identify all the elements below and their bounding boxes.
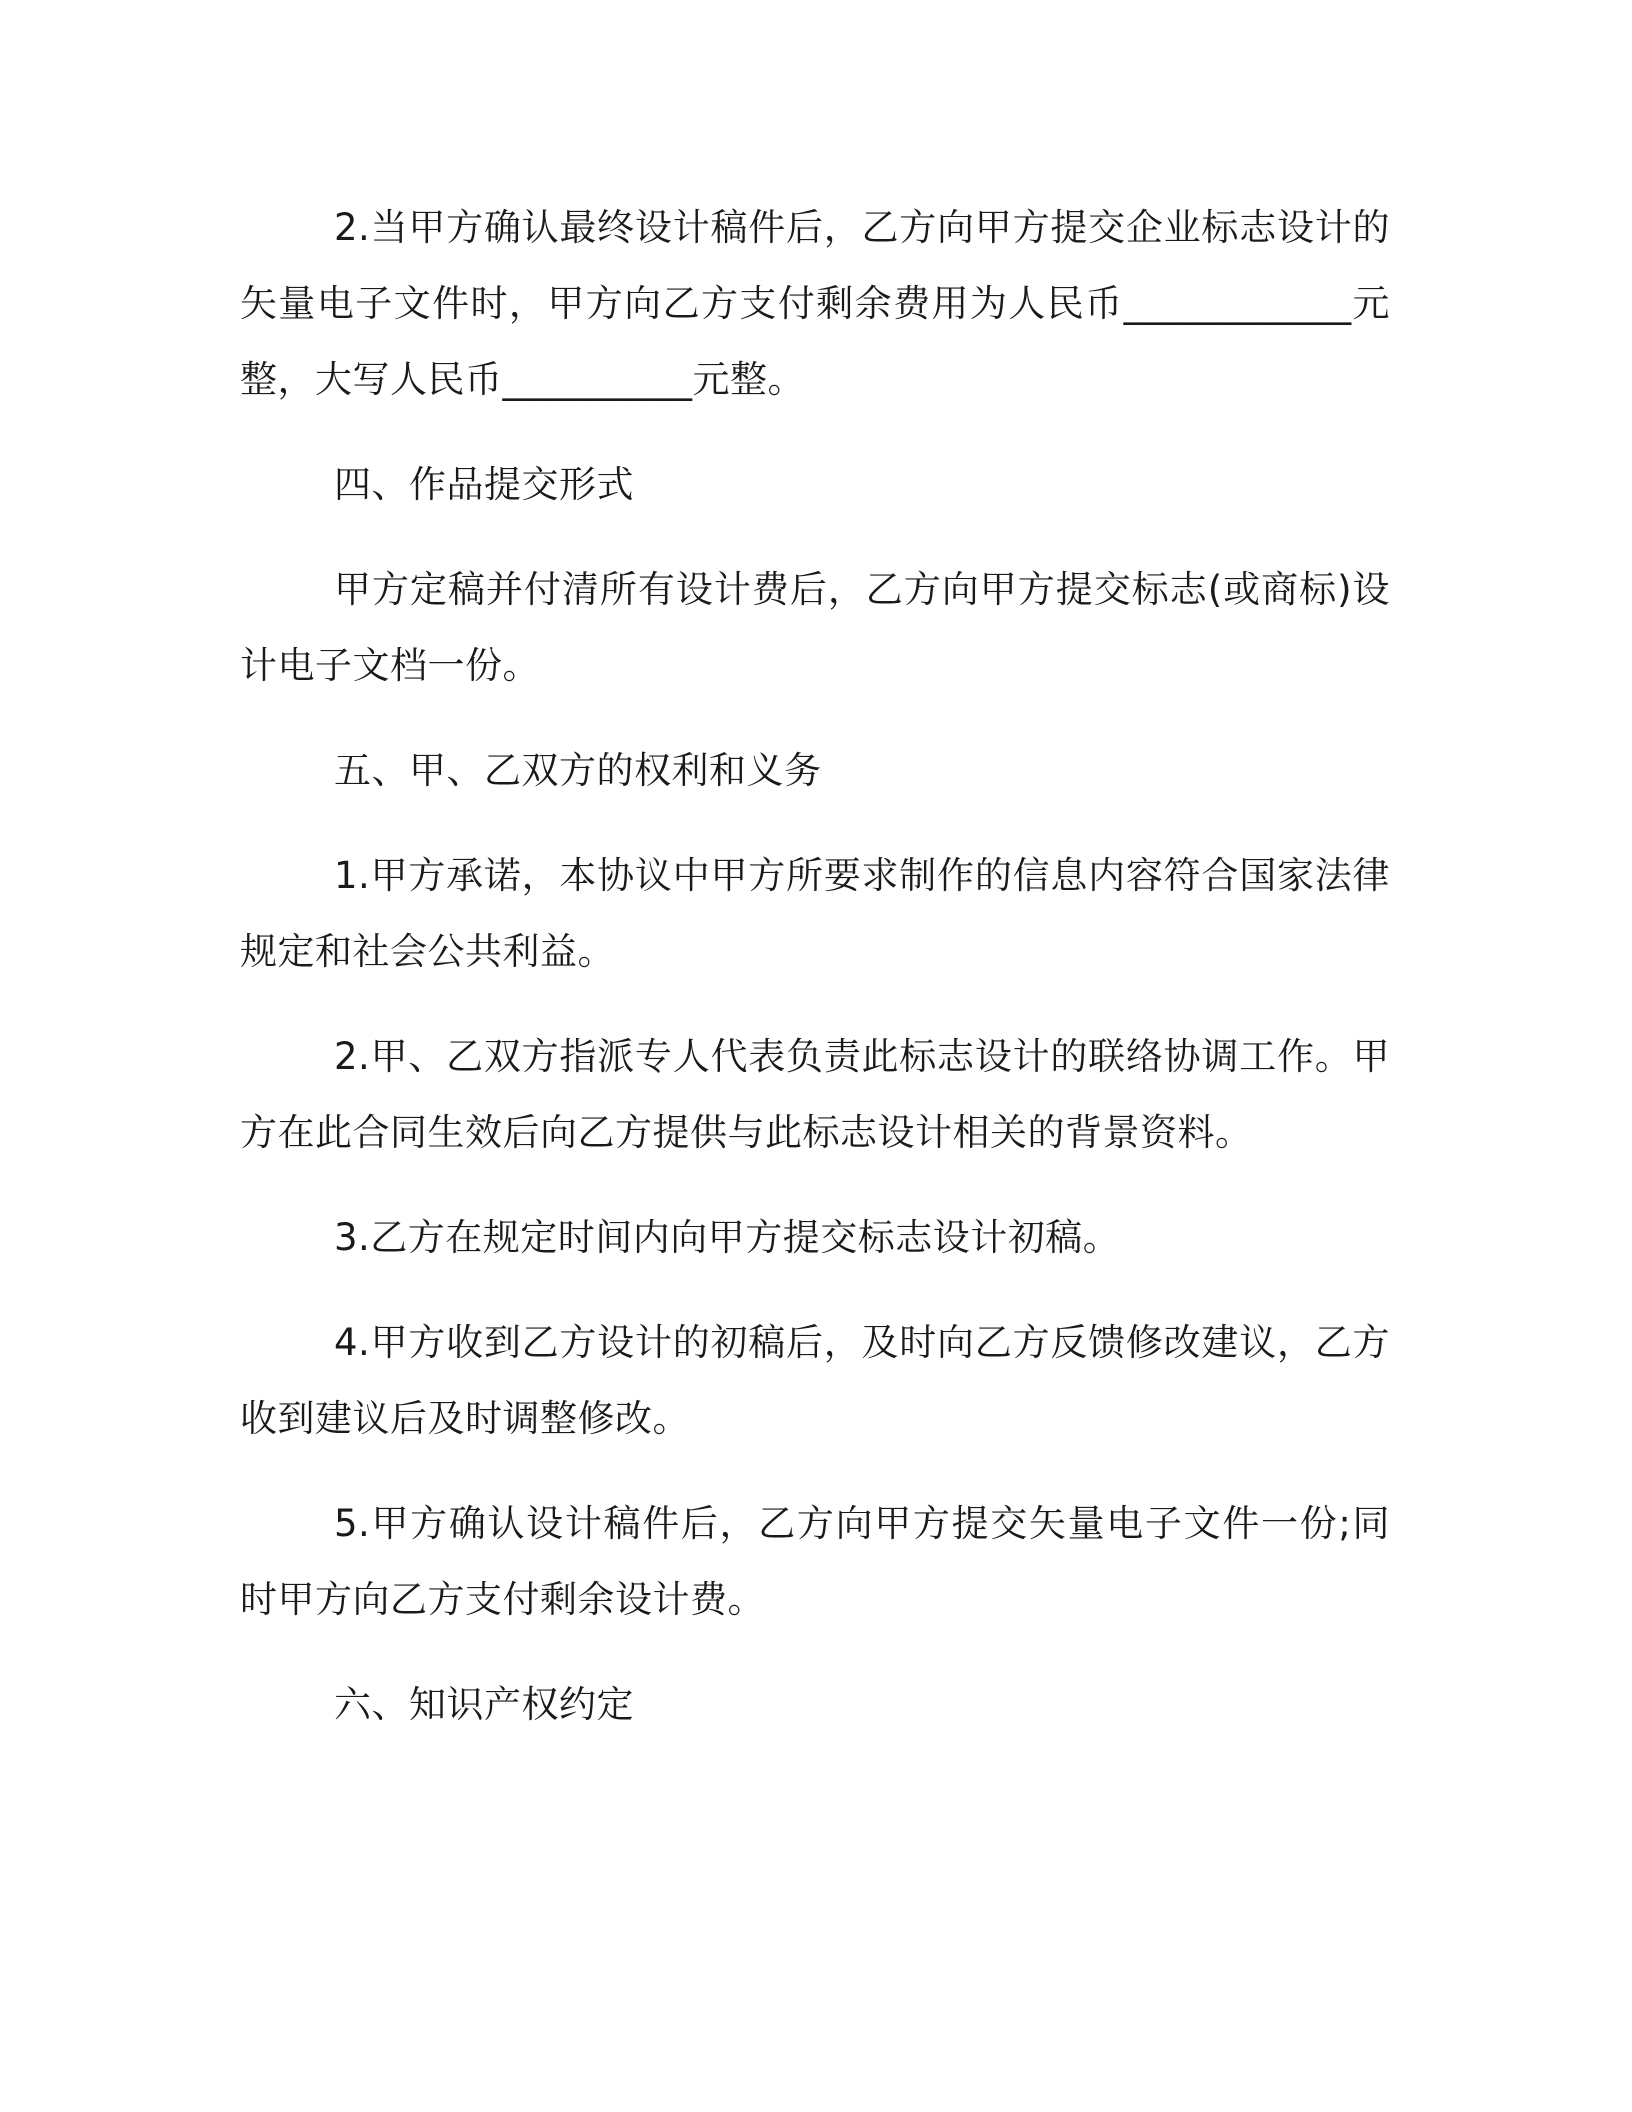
document-body [240, 190, 1390, 1772]
section-4-text: 甲方定稿并付清所有设计费后，乙方向甲方提交标志(或商标)设计电子文档一份。 [240, 568, 1390, 687]
clause-2-final-payment: 2.当甲方确认最终设计稿件后，乙方向甲方提交企业标志设计的矢量电子文件时，甲方向乙方支付剩余费用为人民币____________元整，大写人民币__________元整。 [240, 206, 1390, 401]
section-5-clause-3: 3.乙方在规定时间内向甲方提交标志设计初稿。 [334, 1216, 1121, 1259]
section-5-clause-4: 4.甲方收到乙方设计的初稿后，及时向乙方反馈修改建议，乙方收到建议后及时调整修改。 [240, 1321, 1390, 1440]
section-4-heading: 四、作品提交形式 [334, 463, 634, 506]
section-5-clause-2: 2.甲、乙双方指派专人代表负责此标志设计的联络协调工作。甲方在此合同生效后向乙方提供与此标志设计相关的背景资料。 [240, 1035, 1390, 1154]
section-5-clause-1: 1.甲方承诺，本协议中甲方所要求制作的信息内容符合国家法律规定和社会公共利益。 [240, 854, 1390, 973]
section-5-clause-5: 5.甲方确认设计稿件后，乙方向甲方提交矢量电子文件一份;同时甲方向乙方支付剩余设计费。 [240, 1502, 1390, 1621]
section-5-heading: 五、甲、乙双方的权利和义务 [334, 749, 822, 792]
section-6-heading: 六、知识产权约定 [334, 1683, 634, 1726]
